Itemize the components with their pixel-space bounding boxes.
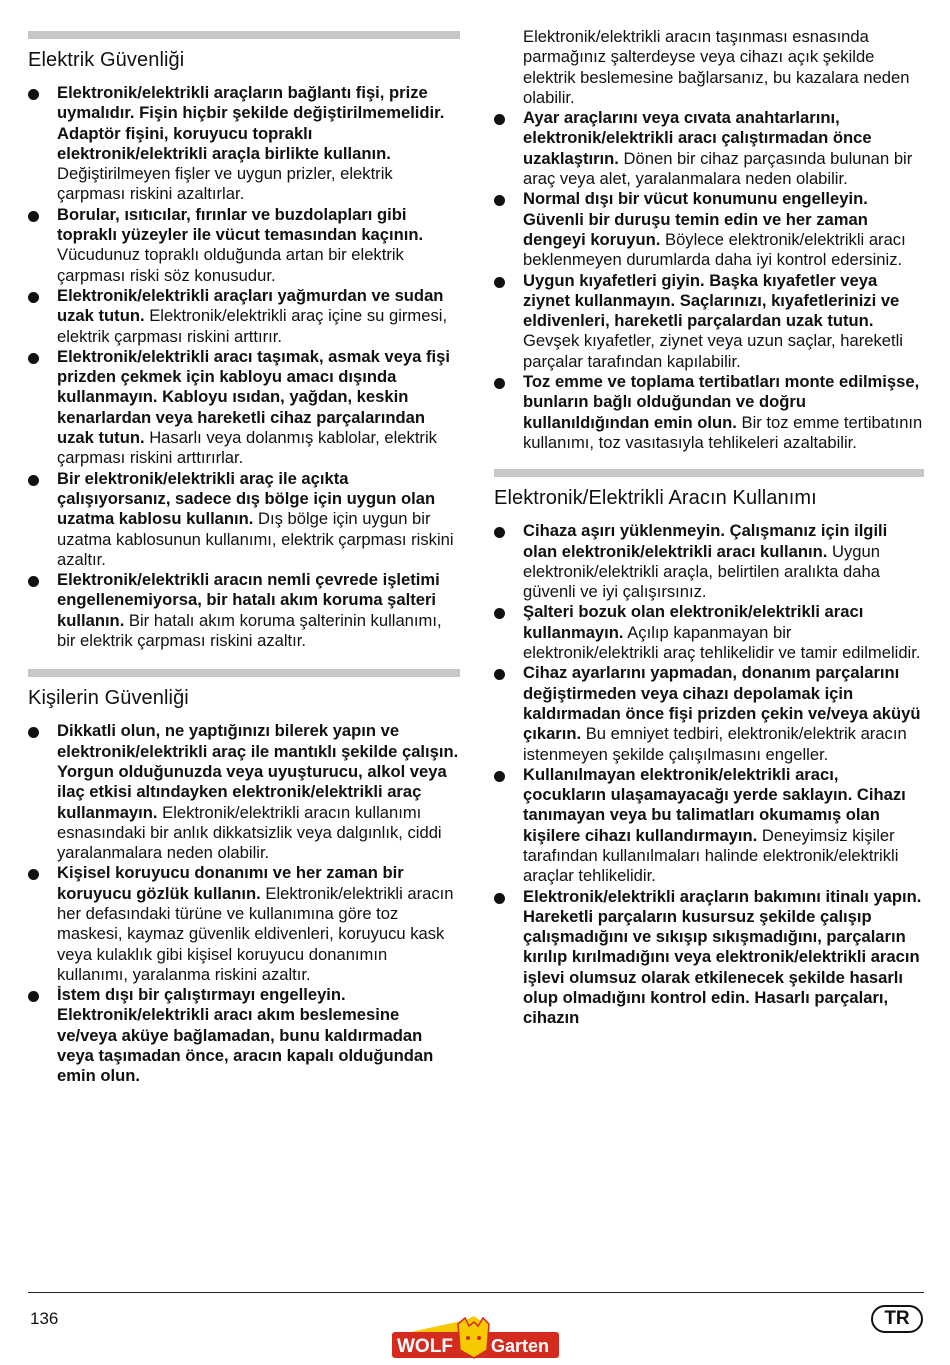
list-item: Ayar araçlarını veya cıvata anahtarlarını, elektronik/elektrikli aracı çalıştırmadan önce uzaklaştırın. Dönen bir cihaz parçasında bulunan bir araç veya alet, yaralanmalara neden olabilir.	[494, 108, 924, 189]
bullet-icon	[28, 353, 39, 364]
page-number: 136	[30, 1309, 59, 1328]
personal-safety-list-continued	[494, 108, 924, 453]
bullet-icon	[494, 114, 505, 125]
section-rule	[494, 469, 924, 477]
continued-text: Elektronik/elektrikli aracın taşınması esnasında parmağınız şalterdeyse veya cihazı açık şekilde elektrik beslemesine bağlarsanız, bu kazalara neden olabilir.	[523, 27, 910, 107]
bullet-icon	[494, 527, 505, 538]
bullet-icon	[28, 991, 39, 1002]
personal-safety-list	[28, 721, 460, 1086]
list-item: Toz emme ve toplama tertibatları monte edilmişse, bunların bağlı olduğundan ve doğru kullanıldığından emin olun. Bir toz emme tertibatının kullanımı, toz vasıtasıyla tehlikeleri azaltabilir.	[494, 372, 924, 453]
logo-text-garten: Garten	[491, 1336, 550, 1356]
left-column	[28, 0, 460, 1087]
section-title-electrical: Elektrik Güvenliği	[28, 49, 185, 71]
footer-rule	[28, 1292, 924, 1293]
bullet-icon	[28, 211, 39, 222]
list-item: Elektronik/elektrikli aracın nemli çevrede işletimi engellenemiyorsa, bir hatalı akım koruma şalteri kullanın. Bir hatalı akım koruma şalterinin kullanımı, bir elektrik çarpması riskini azaltır.	[28, 570, 460, 651]
language-badge: TR	[871, 1305, 923, 1333]
section-title-usage: Elektronik/Elektrikli Aracın Kullanımı	[494, 487, 817, 510]
logo-text-wolf: WOLF	[397, 1336, 453, 1357]
right-column	[494, 0, 924, 1029]
list-item: Elektronik/elektrikli araçların bakımını itinalı yapın. Hareketli parçaların kusursuz şekilde çalışıp çalışmadığını ve sıkışıp sıkışmadığını, parçaların kırılıp kırılmadığını veya elektronik/elektrikli aracın işlevi olumsuz olarak etkilenecek şekilde hasarlı olup olmadığını kontrol edin. Hasarlı parçaları, cihazın	[494, 887, 924, 1029]
wolf-garten-logo	[390, 1314, 561, 1360]
list-item: Şalteri bozuk olan elektronik/elektrikli aracı kullanmayın. Açılıp kapanmayan bir elektronik/elektrikli araç tehlikelidir ve tamir edilmelidir.	[494, 602, 924, 663]
bullet-icon	[494, 378, 505, 389]
bullet-icon	[494, 608, 505, 619]
list-item: Kullanılmayan elektronik/elektrikli aracı, çocukların ulaşamayacağı yerde saklayın. Cihazı tanımayan veya bu talimatları okumamış olan kişilere cihazı kullandırmayın. Deneyimsiz kişiler tarafından kullanılmaları halinde elektronik/elektrikli araçlar tehlikelidir.	[494, 765, 924, 887]
list-item: Kişisel koruyucu donanımı ve her zaman bir koruyucu gözlük kullanın. Elektronik/elektrikli aracın her defasındaki türüne ve kullanımına göre toz maskesi, kaymaz güvenlik eldivenleri, koruyucu kask veya kulaklık gibi kişisel koruyucu donanımın kullanımı, yaralanma riskini azaltır.	[28, 863, 460, 985]
bullet-icon	[494, 669, 505, 680]
bullet-icon	[28, 89, 39, 100]
bullet-icon	[494, 195, 505, 206]
bullet-icon	[28, 475, 39, 486]
list-item: Elektronik/elektrikli araçları yağmurdan ve sudan uzak tutun. Elektronik/elektrikli araç içine su girmesi, elektrik çarpması riskini arttırır.	[28, 286, 460, 347]
bullet-icon	[494, 771, 505, 782]
wolf-head-icon	[458, 1318, 489, 1358]
list-item: Cihaz ayarlarını yapmadan, donanım parçalarını değiştirmeden veya cihazı depolamak için kaldırmadan önce fişi prizden çekin ve/veya aküyü çıkarın. Bu emniyet tedbiri, elektronik/elektrik aracın istenmeyen şekilde çalışılmasını engeller.	[494, 663, 924, 764]
list-item: Normal dışı bir vücut konumunu engelleyin. Güvenli bir duruşu temin edin ve her zaman dengeyi koruyun. Böylece elektronik/elektrikli aracı beklenmeyen durumlarda daha iyi kontrol edersiniz.	[494, 189, 924, 270]
list-item: İstem dışı bir çalıştırmayı engelleyin. Elektronik/elektrikli aracı akım beslemesine ve/veya aküye bağlamadan, bunu kaldırmadan veya taşımadan önce, aracın kapalı olduğundan emin olun.	[28, 985, 460, 1086]
section-title-personal: Kişilerin Güvenliği	[28, 687, 189, 710]
bullet-icon	[28, 292, 39, 303]
list-item: Cihaza aşırı yüklenmeyin. Çalışmanız için ilgili olan elektronik/elektrikli aracı kullanın. Uygun elektronik/elektrikli araçla, belirtilen aralıkta daha güvenli ve iyi çalışırsınız.	[494, 521, 924, 602]
section-rule	[28, 669, 460, 677]
electrical-safety-list	[28, 83, 460, 651]
list-item: Elektronik/elektrikli araçların bağlantı fişi, prize uymalıdır. Fişin hiçbir şekilde değiştirilmemelidir. Adaptör fişini, koruyucu topraklı elektronik/elektrikli araçla birlikte kullanın. Değiştirilmeyen fişler ve uygun prizler, elektrik çarpması riskini azaltırlar.	[28, 83, 460, 205]
list-item: Dikkatli olun, ne yaptığınızı bilerek yapın ve elektronik/elektrikli araç ile mantıklı şekilde çalışın. Yorgun olduğunuzda veya uyuşturucu, alkol veya ilaç etkisi altındayken elektronik/elektrikli araç kullanmayın. Elektronik/elektrikli aracın kullanımı esnasındaki bir anlık dikkatsizlik veya dalgınlık, ciddi yaralanmalara neden olabilir.	[28, 721, 460, 863]
tool-usage-list	[494, 521, 924, 1028]
list-item: Uygun kıyafetleri giyin. Başka kıyafetler veya ziynet kullanmayın. Saçlarınızı, kıyafetlerinizi ve eldivenleri, hareketli parçalardan uzak tutun. Gevşek kıyafetler, ziynet veya uzun saçlar, hareketli parçalar tarafından kapılabilir.	[494, 271, 924, 372]
bullet-icon	[28, 869, 39, 880]
bullet-icon	[494, 277, 505, 288]
list-item: Borular, ısıtıcılar, fırınlar ve buzdolapları gibi topraklı yüzeyler ile vücut temasından kaçının. Vücudunuz topraklı olduğunda artan bir elektrik çarpması riski söz konusudur.	[28, 205, 460, 286]
list-item: Bir elektronik/elektrikli araç ile açıkta çalışıyorsanız, sadece dış bölge için uygun olan uzatma kablosu kullanın. Dış bölge için uygun bir uzatma kablosunun kullanımı, elektrik çarpması riskini azaltır.	[28, 469, 460, 570]
bullet-icon	[494, 893, 505, 904]
section-rule	[28, 31, 460, 39]
bullet-icon	[28, 576, 39, 587]
list-item: Elektronik/elektrikli aracı taşımak, asmak veya fişi prizden çekmek için kabloyu amacı dışında kullanmayın. Kabloyu ısıdan, yağdan, keskin kenarlardan veya hareketli cihaz parçalarından uzak tutun. Hasarlı veya dolanmış kablolar, elektrik çarpması riskini arttırırlar.	[28, 347, 460, 469]
bullet-icon	[28, 727, 39, 738]
